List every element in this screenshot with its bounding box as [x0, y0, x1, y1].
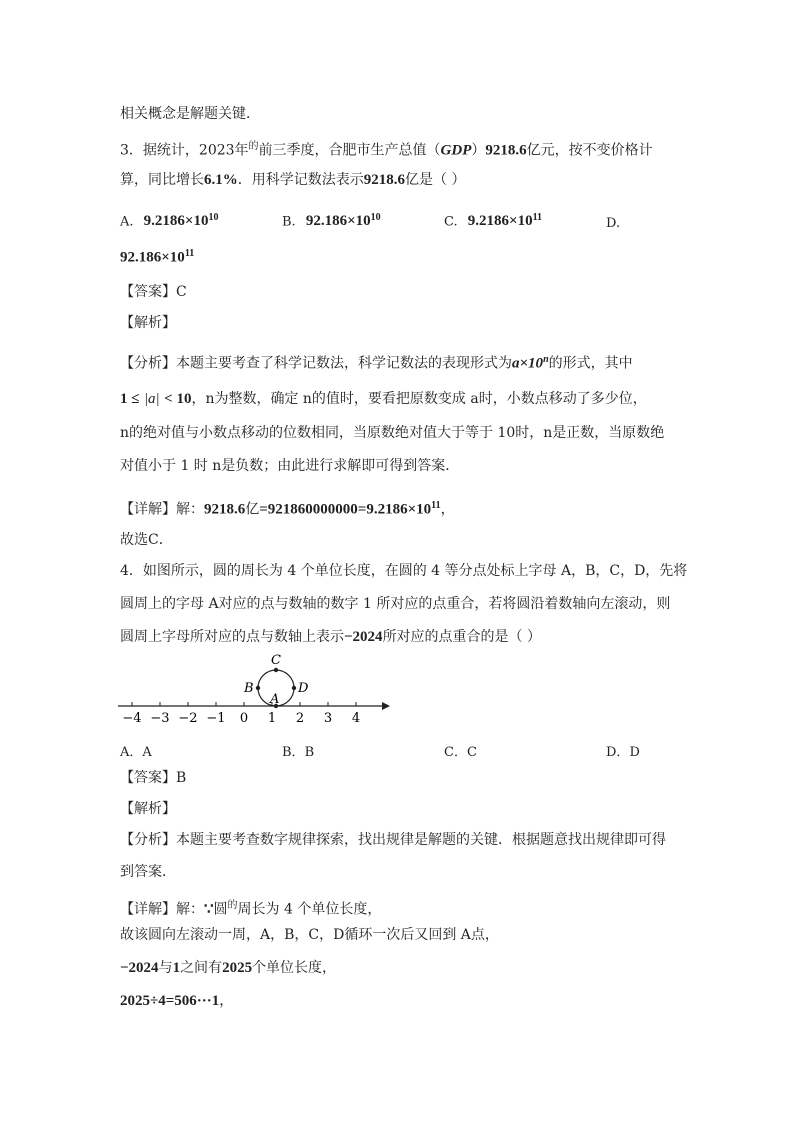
option-exp: 11 [532, 212, 543, 223]
gdp-value: 9218.6 [485, 142, 527, 159]
q3-option-c[interactable] [444, 212, 542, 230]
option-label: D． [606, 745, 630, 760]
option-label: C. [444, 214, 458, 230]
q4-text: 圆周上字母所对应的点与数轴上表示 [120, 629, 344, 645]
number-line-figure [110, 648, 400, 728]
q4-detail-l3 [120, 958, 336, 978]
q3-line1 [120, 137, 653, 161]
detail-value: 2025 [222, 960, 253, 976]
detail-text: 的 [227, 900, 238, 911]
analysis-text: 的形式，其中 [548, 355, 633, 372]
gdp-term: GDP [440, 142, 472, 159]
notation-exp: n [543, 354, 549, 365]
axis-tick-label: −3 [150, 711, 170, 726]
q3-option-d[interactable] [120, 248, 194, 266]
because-symbol: ∵ [204, 901, 214, 918]
detail-value: −2024 [120, 960, 159, 976]
analysis-text: 【分析】本题主要考查了科学记数法，科学记数法的表现形式为 [120, 355, 512, 372]
q4-detail-l2: 故该圆向左滚动一周，A，B，C，D循环一次后又回到 A点， [120, 927, 499, 943]
option-expr: 9.2186×10 [467, 213, 533, 230]
q3-analysis-p1 [120, 350, 633, 374]
detail-text: 圆 [213, 901, 228, 918]
axis-tick-label: 0 [239, 711, 249, 726]
q4-line2: 圆周上的字母 A对应的点与数轴的数字 1 所对应的点重合，若将圆沿着数轴向左滚动，则 [120, 596, 671, 612]
q3-answer: 【答案】C [120, 284, 187, 300]
detail-value: 9218.6 [204, 501, 246, 518]
axis-tick-label: −1 [206, 711, 226, 726]
q3-text: 的 [248, 141, 259, 152]
q4-option-d[interactable] [606, 741, 640, 760]
q4-option-b[interactable] [282, 741, 314, 760]
growth-value: 6.1% [204, 172, 238, 188]
option-text: B [304, 745, 315, 760]
axis-arrow-icon [382, 702, 390, 710]
detail-expr: =921860000000=9.2186×10 [259, 501, 432, 518]
q3-line2 [120, 170, 465, 190]
detail-value: 1 [172, 960, 181, 976]
q4-text: 所对应的点重合的是（ ） [382, 629, 542, 645]
q3-option-a[interactable] [120, 212, 218, 230]
option-expr: 92.186×10 [305, 213, 371, 230]
q3-option-d-label: D. [606, 216, 621, 231]
analysis-text: ，n为整数，确定 n的值时，要看把原数变成 a时，小数点移动了多少位， [191, 391, 647, 407]
q4-analysis-l2: 到答案． [120, 864, 176, 880]
q3-text: 算，同比增长 [120, 172, 204, 188]
axis-tick-label: 3 [323, 711, 333, 726]
option-expr: 92.186×10 [120, 249, 185, 266]
inequality-abs: |a| [143, 391, 160, 407]
q3-text: 3．据统计，2023年 [120, 142, 249, 159]
detail-text: 【详解】解： [120, 501, 204, 518]
q3-text: 亿是（ ） [405, 172, 466, 188]
q3-option-b[interactable] [282, 212, 381, 230]
axis-tick-label: −4 [122, 711, 142, 726]
q3-text: 前三季度，合肥市生产总值（ [258, 142, 441, 159]
option-label: A. [120, 214, 134, 230]
point-label-b: B [244, 681, 254, 696]
q3-analysis-p3: n的绝对值与小数点移动的位数相同，当原数绝对值大于等于 10时，n是正数，当原数绝 [120, 425, 665, 441]
detail-text: 周长为 4 个单位长度， [237, 901, 382, 918]
q4-line1: 4．如图所示，圆的周长为 4 个单位长度，在圆的 4 等分点处标上字母 A，B，C，D，先将 [120, 563, 688, 579]
detail-text: 个单位长度， [252, 960, 337, 976]
option-label: B． [282, 745, 305, 760]
q3-text: ） [471, 142, 486, 159]
q3-choose: 故选C． [120, 532, 173, 548]
option-label: B. [282, 214, 296, 230]
q4-answer: 【答案】B [120, 770, 187, 786]
option-text: D [629, 745, 640, 760]
detail-text: 亿 [245, 501, 260, 518]
q3-detail [120, 496, 455, 520]
axis-tick-label: 1 [267, 711, 277, 726]
q3-analysis-title: 【解析】 [120, 315, 176, 331]
point-d [292, 686, 296, 690]
point-label-c: C [271, 653, 281, 668]
option-expr: 9.2186×10 [143, 213, 209, 230]
division-expr: 2025÷4=506···1 [120, 993, 220, 1009]
point-label-a: A [270, 692, 280, 707]
axis-tick-label: 4 [351, 711, 361, 726]
axis-tick-label: 2 [295, 711, 305, 726]
detail-text: 【详解】解： [120, 901, 204, 918]
q4-option-a[interactable] [120, 741, 152, 760]
q3-analysis-p4: 对值小于 1 时 n是负数；由此进行求解即可得到答案． [120, 458, 460, 474]
option-text: A [142, 745, 152, 760]
detail-text: 与 [158, 960, 173, 976]
q4-value: −2024 [344, 629, 383, 645]
q4-line3 [120, 627, 541, 647]
intro-line: 相关概念是解题关键． [120, 106, 260, 122]
detail-text: 之间有 [180, 960, 223, 976]
option-label: A． [120, 745, 143, 760]
inequality: 1 ≤ [120, 391, 140, 407]
q4-detail-l1 [120, 896, 381, 920]
detail-text: ， [440, 501, 455, 518]
gdp-value: 9218.6 [363, 172, 405, 188]
point-b [256, 686, 260, 690]
inequality: < 10 [164, 391, 192, 407]
q3-analysis-p2 [120, 389, 647, 409]
notation-expr: a×10 [512, 355, 544, 372]
option-label: C． [444, 745, 467, 760]
point-label-d: D [298, 681, 309, 696]
option-exp: 11 [184, 248, 195, 259]
detail-text: ， [219, 993, 234, 1009]
q4-detail-l4 [120, 991, 233, 1011]
option-exp: 10 [370, 212, 381, 223]
option-text: C [466, 745, 477, 760]
q4-analysis-title: 【解析】 [120, 801, 176, 817]
point-c [274, 668, 278, 672]
axis-tick-label: −2 [178, 711, 198, 726]
q3-text: 亿元，按不变价格计 [526, 142, 653, 159]
detail-exp: 11 [431, 500, 441, 511]
q4-analysis-l1: 【分析】本题主要考查数字规律探索，找出规律是解题的关键．根据题意找出规律即可得 [120, 832, 666, 848]
q3-text: ．用科学记数法表示 [237, 172, 364, 188]
q4-option-c[interactable] [444, 741, 477, 760]
option-exp: 10 [208, 212, 219, 223]
